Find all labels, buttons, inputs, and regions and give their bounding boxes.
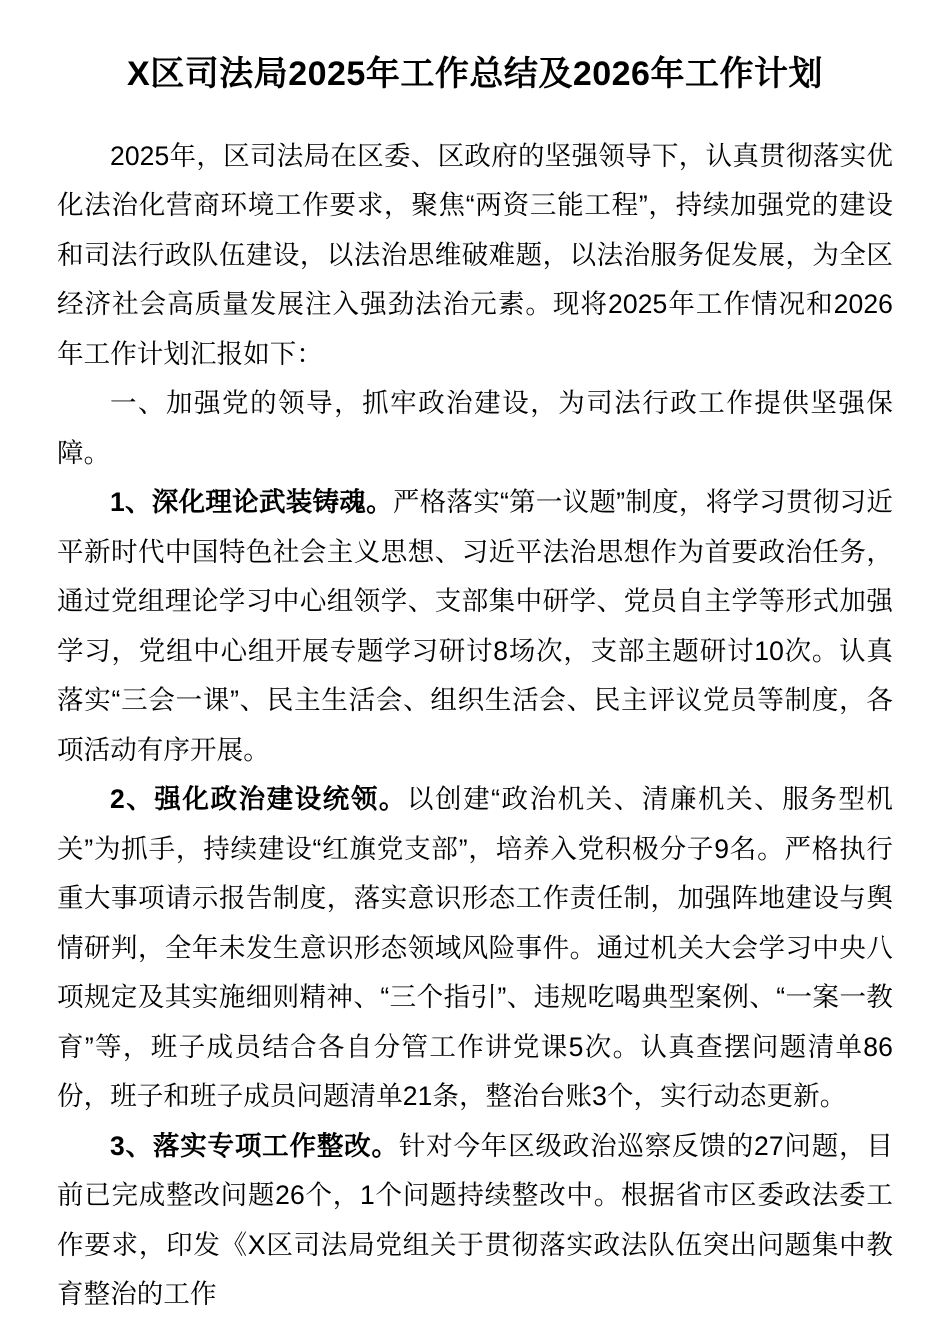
paragraph-text: 一、加强党的领导，抓牢政治建设，为司法行政工作提供坚强保障。 [57,388,893,468]
section-heading-one [57,379,893,478]
paragraph-intro [57,132,893,380]
paragraph-text: 针对今年区级政治巡察反馈的27问题，目前已完成整改问题26个，1个问题持续整改中。根据省市区委政法委工作要求，印发《X区司法局党组关于贯彻落实政法队伍突出问题集中教育整治的工作 [57,1130,893,1310]
paragraph-text: 2025年，区司法局在区委、区政府的坚强领导下，认真贯彻落实优化法治化营商环境工作要求，聚焦“两资三能工程”，持续加强党的建设和司法行政队伍建设，以法治思维破难题，以法治服务促发展，为全区经济社会高质量发展注入强劲法治元素。现将2025年工作情况和2026年工作计划汇报如下： [57,140,893,369]
paragraph-item-1 [57,478,893,775]
item-lead-label: 1、深化理论武装铸魂。 [110,487,393,518]
item-lead-label: 2、强化政治建设统领。 [110,784,407,815]
paragraph-item-2 [57,775,893,1122]
item-lead-label: 3、落实专项工作整改。 [110,1130,399,1161]
paragraph-text: 以创建“政治机关、清廉机关、服务型机关”为抓手，持续建设“红旗党支部”，培养入党积极分子9名。严格执行重大事项请示报告制度，落实意识形态工作责任制，加强阵地建设与舆情研判，全年未发生意识形态领域风险事件。通过机关大会学习中央八项规定及其实施细则精神、“三个指引”、违规吃喝典型案例、“一案一教育”等，班子成员结合各自分管工作讲党课5次。认真查摆问题清单86份，班子和班子成员问题清单21条，整治台账3个，实行动态更新。 [57,784,894,1112]
document-body [57,132,893,1320]
paragraph-item-3 [57,1122,893,1320]
paragraph-text: 严格落实“第一议题”制度，将学习贯彻习近平新时代中国特色社会主义思想、习近平法治思想作为首要政治任务，通过党组理论学习中心组领学、支部集中研学、党员自主学等形式加强学习，党组中心组开展专题学习研讨8场次，支部主题研讨10次。认真落实“三会一课”、民主生活会、组织生活会、民主评议党员等制度，各项活动有序开展。 [57,487,893,765]
page-title: X区司法局2025年工作总结及2026年工作计划 [127,55,823,93]
